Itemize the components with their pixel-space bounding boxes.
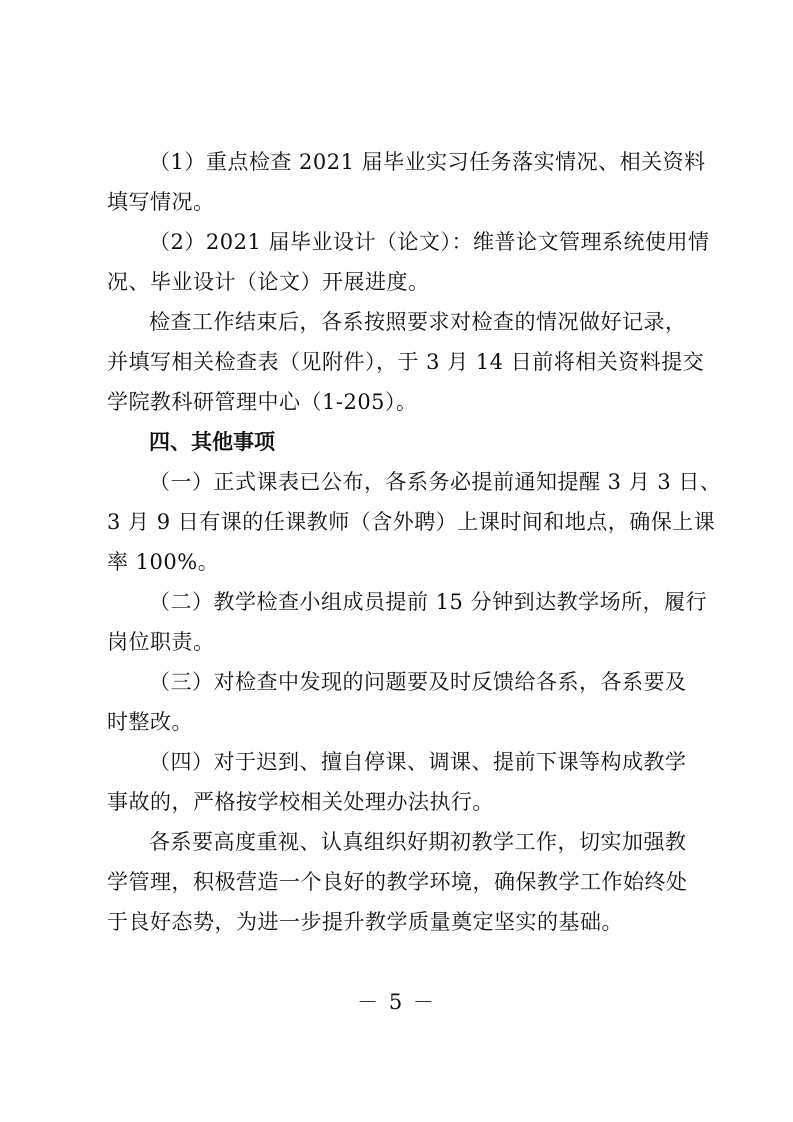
text-line: 学院教科研管理中心（1-205）。 (107, 390, 418, 414)
text-line: 学管理，积极营造一个良好的教学环境，确保教学工作始终处 (107, 870, 688, 894)
text-line: （2）2021 届毕业设计（论文）：维普论文管理系统使用情 (149, 230, 710, 254)
paragraph-item-4 (107, 742, 690, 822)
text-line: 并填写相关检查表（见附件），于 3 月 14 日前将相关资料提交 (107, 350, 705, 374)
text-line: 时整改。 (107, 710, 193, 734)
document-body (107, 142, 722, 942)
text-line: 填写情况。 (107, 190, 215, 214)
text-line: 3 月 9 日有课的任课教师（含外聘）上课时间和地点，确保上课 (107, 510, 716, 534)
text-line: （三）对检查中发现的问题要及时反馈给各系，各系要及 (149, 670, 687, 694)
text-line: 各系要高度重视、认真组织好期初教学工作，切实加强教 (149, 830, 687, 854)
paragraph-item-3 (107, 662, 690, 742)
text-line: （二）教学检查小组成员提前 15 分钟到达教学场所，履行 (149, 590, 708, 614)
section-heading: 四、其他事项 (149, 430, 275, 454)
text-line: （1）重点检查 2021 届毕业实习任务落实情况、相关资料 (149, 150, 706, 174)
paragraph-item-2 (107, 582, 708, 662)
text-line: 率 100%。 (107, 550, 220, 574)
page-number: － 5 － (357, 990, 436, 1014)
text-line: 况、毕业设计（论文）开展进度。 (107, 270, 430, 294)
text-line: （四）对于迟到、擅自停课、调课、提前下课等构成教学 (149, 750, 687, 774)
paragraph-check-1 (107, 142, 706, 222)
paragraph-check-2 (107, 222, 710, 302)
paragraph-item-1 (107, 462, 722, 582)
paragraph-closing (107, 822, 690, 942)
text-line: 检查工作结束后，各系按照要求对检查的情况做好记录， (149, 310, 687, 334)
text-line: 于良好态势，为进一步提升教学质量奠定坚实的基础。 (107, 910, 623, 934)
paragraph-after-check (107, 302, 705, 422)
text-line: 事故的，严格按学校相关处理办法执行。 (107, 790, 494, 814)
text-line: 岗位职责。 (107, 630, 215, 654)
text-line: （一）正式课表已公布，各系务必提前通知提醒 3 月 3 日、 (149, 470, 722, 494)
